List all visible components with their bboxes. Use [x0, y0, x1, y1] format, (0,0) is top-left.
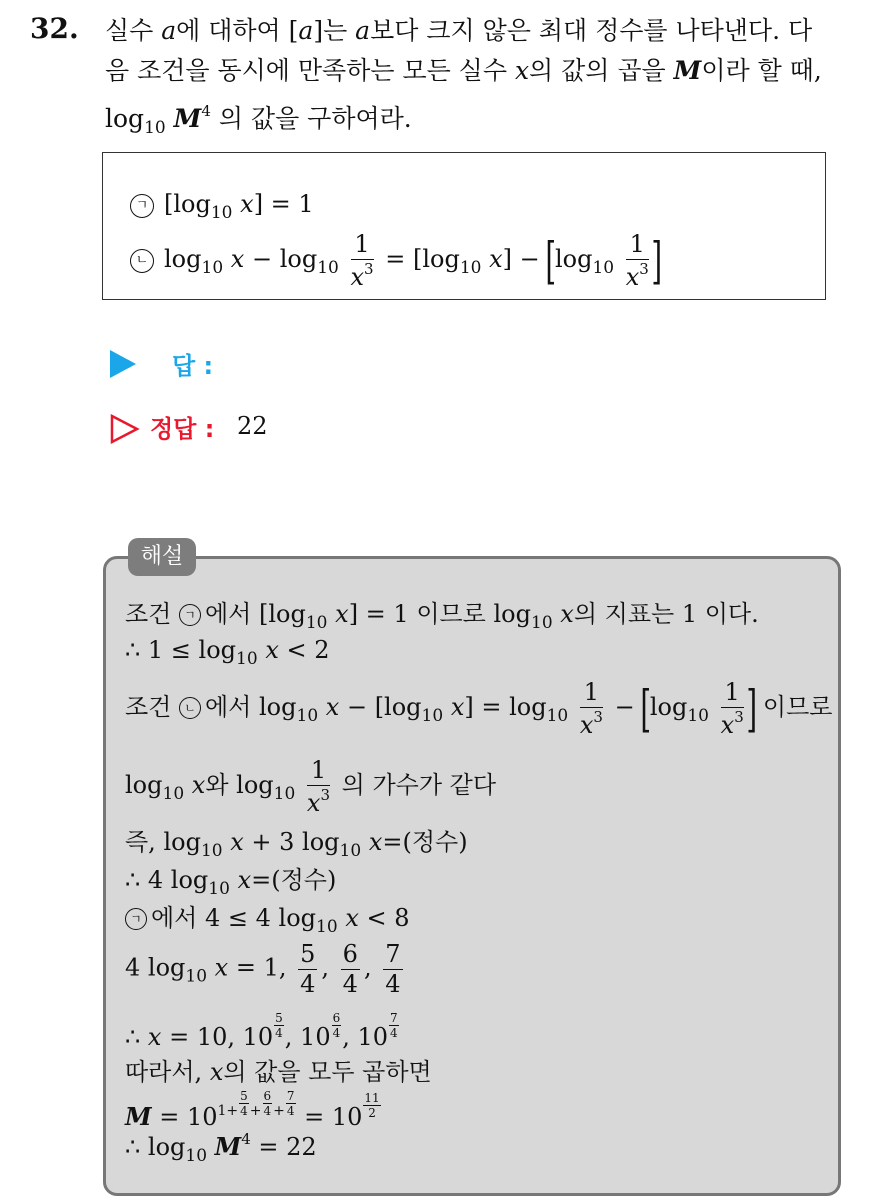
fraction: $\frac{5}{4}$: [300, 940, 316, 998]
question-line-1: 실수 a에 대하여 [a]는 a보다 크지 않은 최대 정수를 나타낸다. 다: [105, 16, 813, 45]
fraction: $\frac{1}{x^3}$: [350, 230, 374, 291]
answer-arrow-icon: [110, 350, 136, 378]
question-number: 32.: [30, 12, 79, 45]
correct-answer-arrow-icon: [110, 413, 140, 445]
explanation-line-5: 즉, $\log_{10} x + 3$ $\log_{10} x=$(정수): [125, 828, 468, 861]
explanation-line-3: 조건 ㄴ 에서 $\log_{10} x - [\log_{10}$ $x] = \log_{10}$ $\frac{1}{x^3}$ − [$\log_{10}$ $\frac{1}{x^3}$ ] 이므로: [125, 678, 833, 739]
explanation-line-9: ∴ x = 10, 10 $\frac{5}{4}$ , 10 $\frac{6}{4}$ , 10 $\frac{7}{4}$: [125, 1011, 398, 1051]
condition-2: ㄴ $\log_{10} x - \log_{10}$ $\frac{1}{x^3}$ = [$\log_{10}$ $x] - [\log_{10}$ $\frac{1}{x^3}$ ]: [130, 232, 660, 289]
circled-giyeok-icon: ㄱ: [125, 908, 147, 930]
condition-1: ㄱ [$\log_{10}$ x] = 1: [130, 190, 314, 223]
explanation-line-7: ㄱ 에서 4 ≤ 4 $\log_{10} x < 8$: [125, 898, 410, 937]
fraction: $\frac{1}{x^3}$: [720, 678, 744, 739]
question-line-3: $\log_{10} M^4$ 의 값을 구하여라.: [105, 102, 412, 138]
explanation-line-4: $\log_{10} x$와 $\log_{10}$ $\frac{1}{x^3}$ 의 가수가 같다: [125, 756, 497, 817]
explanation-line-8: 4 $\log_{10} x = 1$, $\frac{5}{4}$ , $\frac{6}{4}$ , $\frac{7}{4}$: [125, 940, 401, 998]
correct-answer-label: 정답 :: [150, 415, 215, 443]
explanation-line-10: 따라서, x의 값을 모두 곱하면: [125, 1058, 432, 1086]
answer-label: 답 :: [172, 352, 214, 380]
explanation-line-12: ∴ $\log_{10} M^4 = 22$: [125, 1130, 317, 1166]
circled-nieun-icon: ㄴ: [179, 697, 201, 719]
circled-giyeok-icon: ㄱ: [130, 194, 154, 218]
fraction: $\frac{1}{x^3}$: [625, 230, 649, 291]
explanation-line-1: 조건 ㄱ 에서 [$\log_{10}$ x] = 1 이므로 $\log_{10} x$의 지표는 1 이다.: [125, 600, 759, 633]
correct-answer-value: 22: [237, 412, 268, 440]
circled-giyeok-icon: ㄱ: [179, 604, 201, 626]
explanation-line-6: ∴ 4 $\log_{10} x=$(정수): [125, 866, 337, 899]
explanation-line-2: ∴ $1 \le \log_{10} x < 2$: [125, 636, 330, 669]
explanation-line-11: $M = 10^{1+ \frac{5}{4} + \frac{6}{4} + \frac{7}{4}}$ = 10 $\frac{11}{2}$: [125, 1089, 380, 1131]
fraction: $\frac{7}{4}$: [385, 940, 401, 998]
fraction: $\frac{6}{4}$: [342, 940, 358, 998]
circled-nieun-icon: ㄴ: [130, 249, 154, 273]
fraction: $\frac{1}{x^3}$: [306, 756, 331, 817]
question-line-2: 음 조건을 동시에 만족하는 모든 실수 x의 값의 곱을 M이라 할 때,: [105, 56, 822, 85]
fraction: $\frac{1}{x^3}$: [579, 678, 603, 739]
explanation-tab: 해설: [128, 538, 196, 576]
